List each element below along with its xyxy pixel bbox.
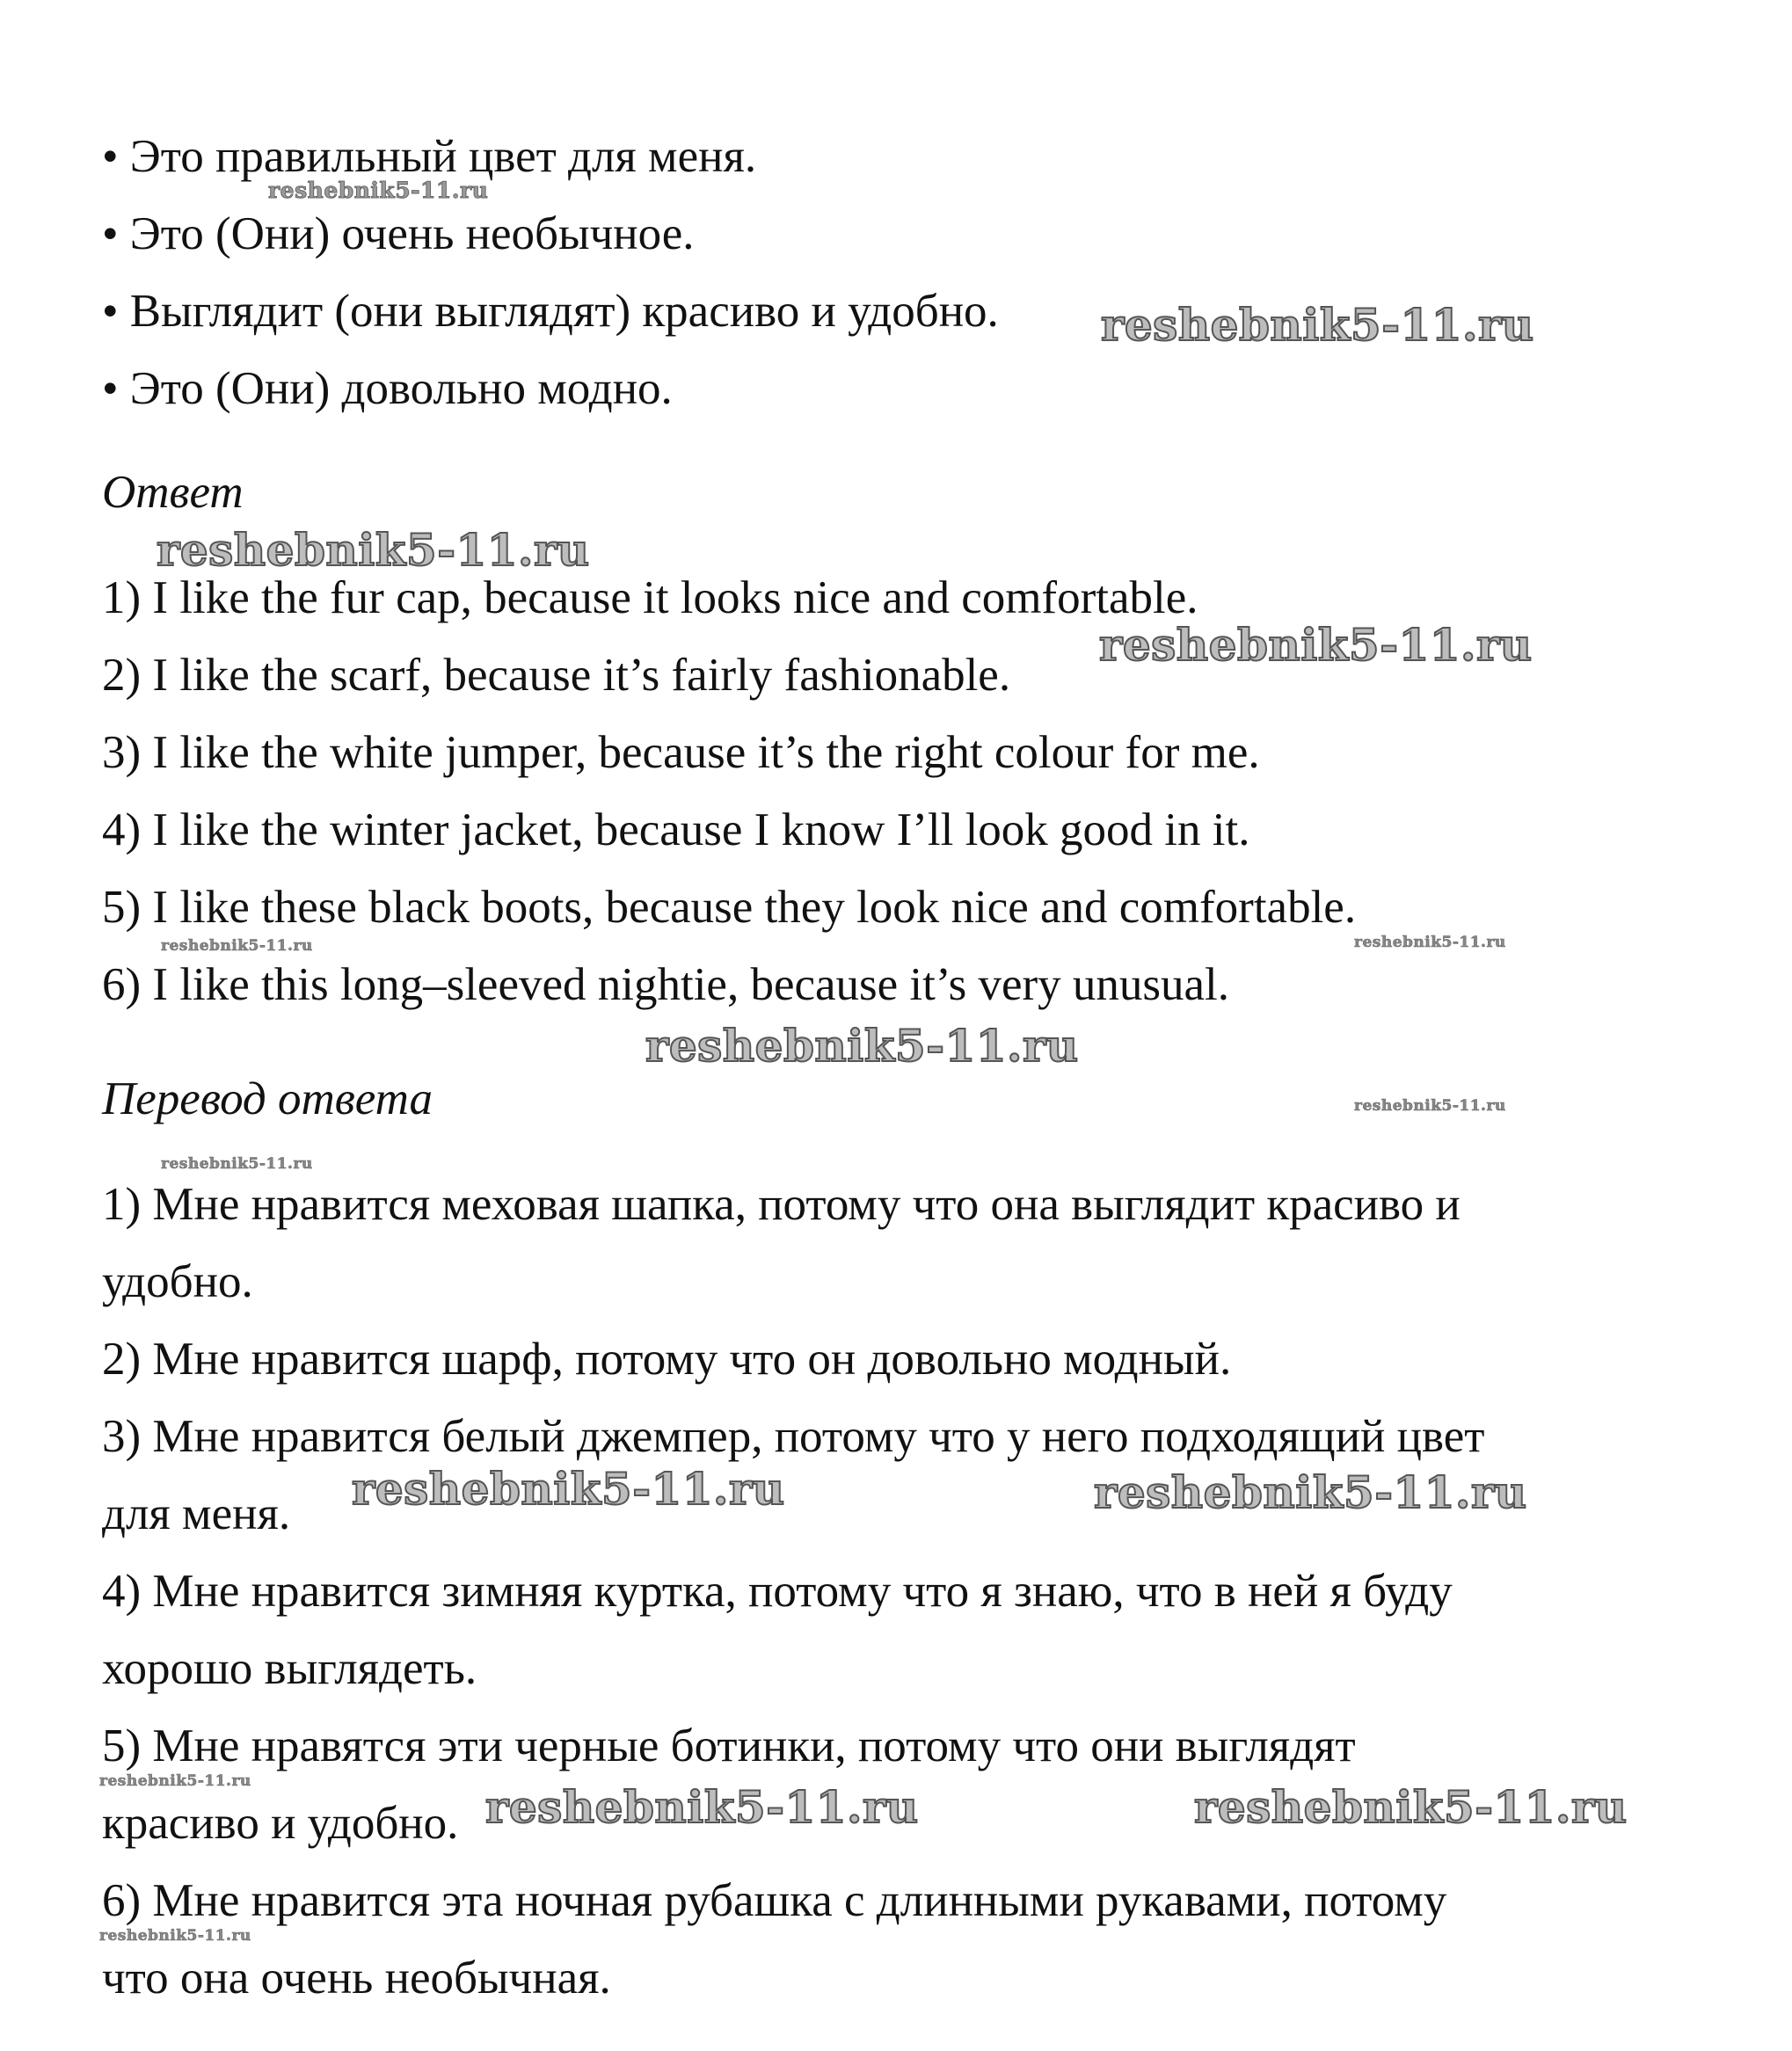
answer-heading: Ответ [102,467,244,518]
answer-line-6: 6) I like this long–sleeved nightie, because it’s very unusual. [102,959,1230,1010]
watermark: reshebnik5-11.ru [268,178,489,203]
watermark: reshebnik5-11.ru [352,1463,785,1515]
bullet-line-3: • Выглядит (они выглядят) красиво и удобно. [102,286,999,337]
translation-line-10: 6) Мне нравится эта ночная рубашка с длинными рукавами, потому [102,1875,1447,1926]
answer-line-1: 1) I like the fur cap, because it looks nice and comfortable. [102,572,1198,623]
watermark: reshebnik5-11.ru [645,1020,1079,1072]
watermark: reshebnik5-11.ru [157,524,590,576]
translation-line-5: для меня. [102,1488,291,1539]
watermark: reshebnik5-11.ru [1354,1097,1506,1115]
translation-line-3: 2) Мне нравится шарф, потому что он довольно модный. [102,1334,1232,1385]
translation-line-9: красиво и удобно. [102,1798,459,1849]
translation-line-8: 5) Мне нравятся эти черные ботинки, потому что они выглядят [102,1720,1356,1771]
watermark: reshebnik5-11.ru [161,937,313,955]
watermark: reshebnik5-11.ru [161,1155,313,1173]
translation-heading: Перевод ответа [102,1073,433,1124]
watermark: reshebnik5-11.ru [485,1781,919,1833]
translation-line-1: 1) Мне нравится меховая шапка, потому что она выглядит красиво и [102,1179,1461,1230]
translation-line-7: хорошо выглядеть. [102,1643,477,1694]
watermark: reshebnik5-11.ru [1101,299,1534,351]
watermark: reshebnik5-11.ru [1354,934,1506,951]
watermark: reshebnik5-11.ru [1099,619,1533,671]
translation-line-6: 4) Мне нравится зимняя куртка, потому что я знаю, что в ней я буду [102,1566,1453,1617]
translation-line-11: что она очень необычная. [102,1953,611,2004]
bullet-line-2: • Это (Они) очень необычное. [102,208,695,259]
answer-line-5: 5) I like these black boots, because they look nice and comfortable. [102,882,1357,933]
answer-line-3: 3) I like the white jumper, because it’s the right colour for me. [102,727,1260,778]
translation-line-2: удобно. [102,1256,253,1307]
watermark: reshebnik5-11.ru [99,1927,251,1945]
translation-line-4: 3) Мне нравится белый джемпер, потому что у него подходящий цвет [102,1411,1485,1462]
answer-line-4: 4) I like the winter jacket, because I know I’ll look good in it. [102,804,1250,855]
watermark: reshebnik5-11.ru [99,1772,251,1790]
answer-line-2: 2) I like the scarf, because it’s fairly fashionable. [102,650,1011,701]
watermark: reshebnik5-11.ru [1194,1781,1628,1833]
bullet-line-4: • Это (Они) довольно модно. [102,363,673,414]
bullet-line-1: • Это правильный цвет для меня. [102,131,757,182]
watermark: reshebnik5-11.ru [1094,1466,1527,1518]
